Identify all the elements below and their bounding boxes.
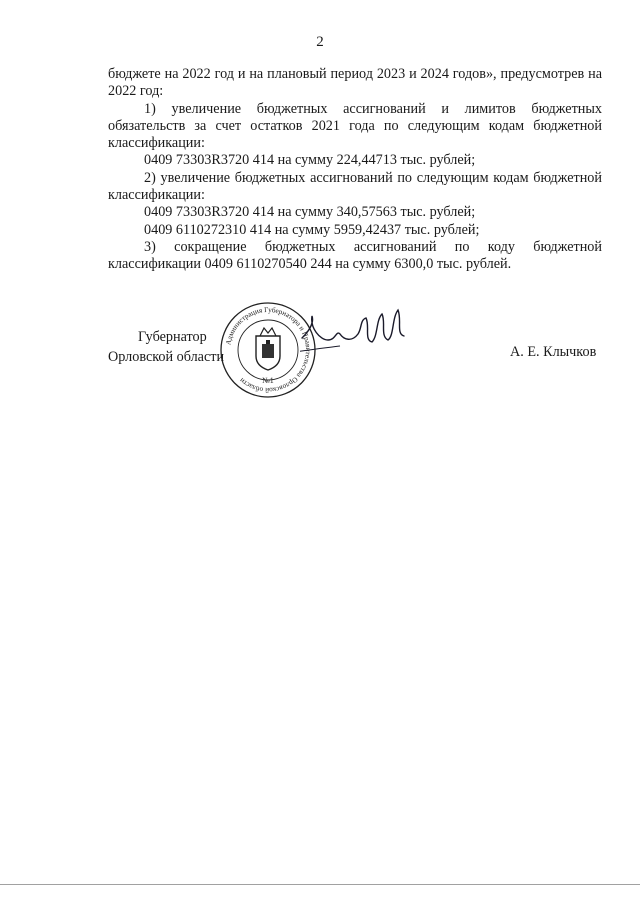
paragraph-item-3: 3) сокращение бюджетных ассигнований по коду бюджетной классификации 0409 6110270540 244 на сумму 6300,0 тыс. рублей. — [108, 238, 602, 273]
seal-ring-text: Администрация Губернатора и Правительства Орловской области — [224, 305, 313, 395]
document-body — [108, 66, 602, 274]
position-line-1: Губернатор — [138, 329, 207, 345]
signatory-name: А. Е. Клычков — [510, 344, 597, 360]
paragraph-item-2: 2) увеличение бюджетных ассигнований по следующим кодам бюджетной классификации: — [108, 169, 602, 204]
page-number: 2 — [316, 34, 324, 50]
budget-code-line: 0409 73303R3720 414 на сумму 224,44713 тыс. рублей; — [144, 152, 476, 169]
position-line-2: Орловской области — [108, 349, 225, 365]
signatory-position — [108, 327, 224, 367]
budget-code-line: 0409 73303R3720 414 на сумму 340,57563 тыс. рублей; — [144, 204, 476, 221]
scan-edge-line — [0, 884, 640, 885]
budget-code-line: 0409 6110272310 414 на сумму 5959,42437 тыс. рублей; — [144, 221, 480, 238]
seal-number: №1 — [262, 376, 274, 385]
handwritten-signature — [300, 300, 410, 360]
paragraph-item-1: 1) увеличение бюджетных ассигнований и лимитов бюджетных обязательств за счет остатков 2021 года по следующим кодам бюджетной классификации: — [108, 100, 602, 152]
coat-of-arms-icon — [256, 328, 280, 370]
paragraph-continuation: бюджете на 2022 год и на плановый период 2023 и 2024 годов», предусмотрев на 2022 год: — [108, 66, 602, 100]
